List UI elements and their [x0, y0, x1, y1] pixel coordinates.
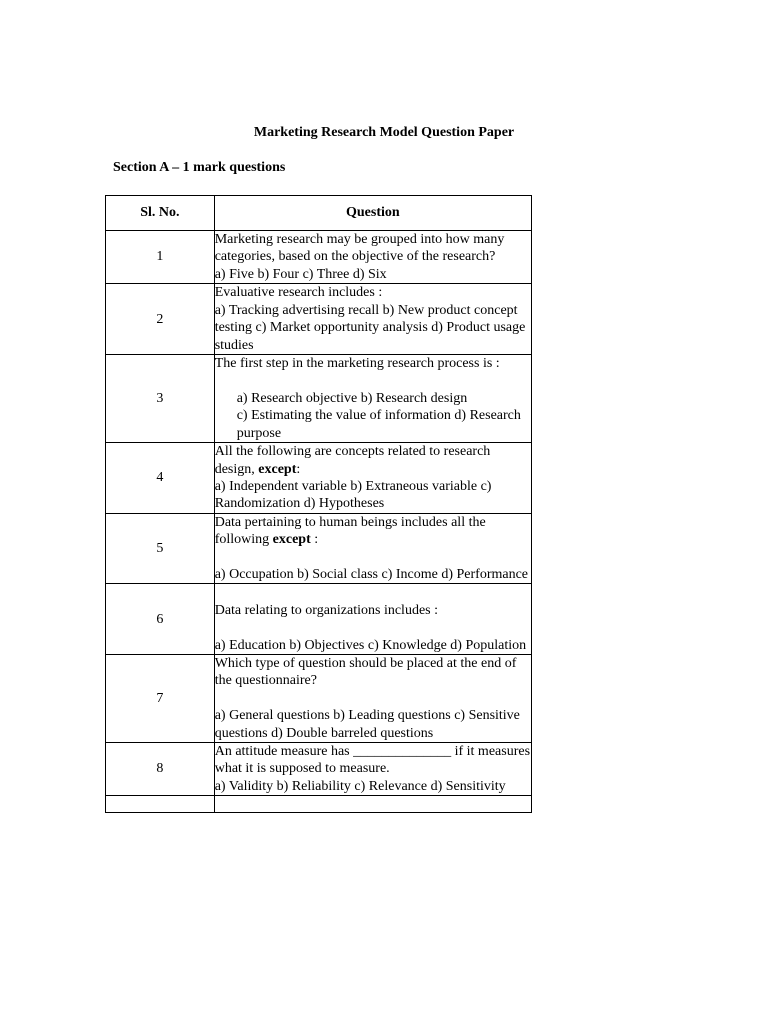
row-number: 5	[106, 513, 215, 584]
question-text-pre: All the following are concepts related to research design,	[214, 444, 491, 477]
question-cell	[214, 513, 531, 584]
question-cell	[214, 355, 531, 443]
question-text-pre: Data pertaining to human beings includes all the following	[214, 514, 486, 548]
question-text: An attitude measure has ______________ if it measures what it is supposed to measure.	[214, 744, 531, 777]
question-cell	[214, 284, 531, 355]
question-text: Evaluative research includes :	[214, 285, 383, 301]
question-cell	[214, 743, 531, 796]
table-row	[106, 443, 532, 514]
row-number: 7	[106, 655, 215, 743]
page-title: Marketing Research Model Question Paper	[253, 125, 515, 140]
question-cell	[214, 231, 531, 284]
spacer	[215, 549, 531, 566]
section-heading: Section A – 1 mark questions	[113, 160, 286, 175]
table-row	[106, 231, 532, 284]
table-row	[106, 284, 532, 355]
row-number: 4	[106, 443, 215, 514]
spacer	[215, 584, 531, 601]
empty-cell	[106, 796, 215, 813]
spacer	[215, 619, 531, 636]
question-text: Which type of question should be placed at the end of the questionnaire?	[214, 656, 517, 689]
question-cell	[214, 584, 531, 655]
question-text-post: :	[296, 461, 301, 477]
question-text: Data relating to organizations includes :	[214, 602, 438, 618]
row-number: 6	[106, 584, 215, 655]
header-question: Question	[214, 196, 531, 231]
question-text: Marketing research may be grouped into how many categories, based on the objective of the research?	[214, 232, 505, 265]
question-options: a) Tracking advertising recall b) New product concept testing c) Market opportunity analysis d) Product usage studies	[214, 302, 526, 353]
question-options: a) Five b) Four c) Three d) Six	[214, 266, 387, 282]
spacer	[215, 690, 531, 707]
question-options: a) Education b) Objectives c) Knowledge d) Population	[214, 637, 527, 653]
question-text: The first step in the marketing research process is :	[214, 356, 500, 372]
question-options: a) Independent variable b) Extraneous variable c) Randomization d) Hypotheses	[214, 479, 492, 512]
question-text-emphasis: except	[258, 461, 297, 477]
question-text	[215, 514, 531, 549]
question-options: a) Occupation b) Social class c) Income d) Performance	[214, 567, 529, 583]
header-slno: Sl. No.	[106, 196, 215, 231]
question-table	[105, 195, 532, 813]
empty-cell	[214, 796, 531, 813]
table-row	[106, 655, 532, 743]
table-row	[106, 513, 532, 584]
row-number: 2	[106, 284, 215, 355]
question-cell	[214, 443, 531, 514]
question-text	[215, 443, 531, 478]
question-cell	[214, 655, 531, 743]
question-options: a) General questions b) Leading questions c) Sensitive questions d) Double barreled questions	[214, 708, 520, 741]
table-row	[106, 355, 532, 443]
question-options-line1: a) Research objective b) Research design	[236, 391, 468, 407]
row-number: 3	[106, 355, 215, 443]
spacer	[215, 373, 531, 390]
table-row	[106, 584, 532, 655]
question-options: a) Validity b) Reliability c) Relevance d) Sensitivity	[214, 778, 506, 794]
table-row-empty	[106, 796, 532, 813]
question-text-post: :	[310, 532, 319, 548]
table-row	[106, 743, 532, 796]
question-options-line2: c) Estimating the value of information d) Research purpose	[236, 408, 521, 441]
table-header-row	[106, 196, 532, 231]
row-number: 1	[106, 231, 215, 284]
question-text-emphasis: except	[272, 532, 311, 548]
row-number: 8	[106, 743, 215, 796]
